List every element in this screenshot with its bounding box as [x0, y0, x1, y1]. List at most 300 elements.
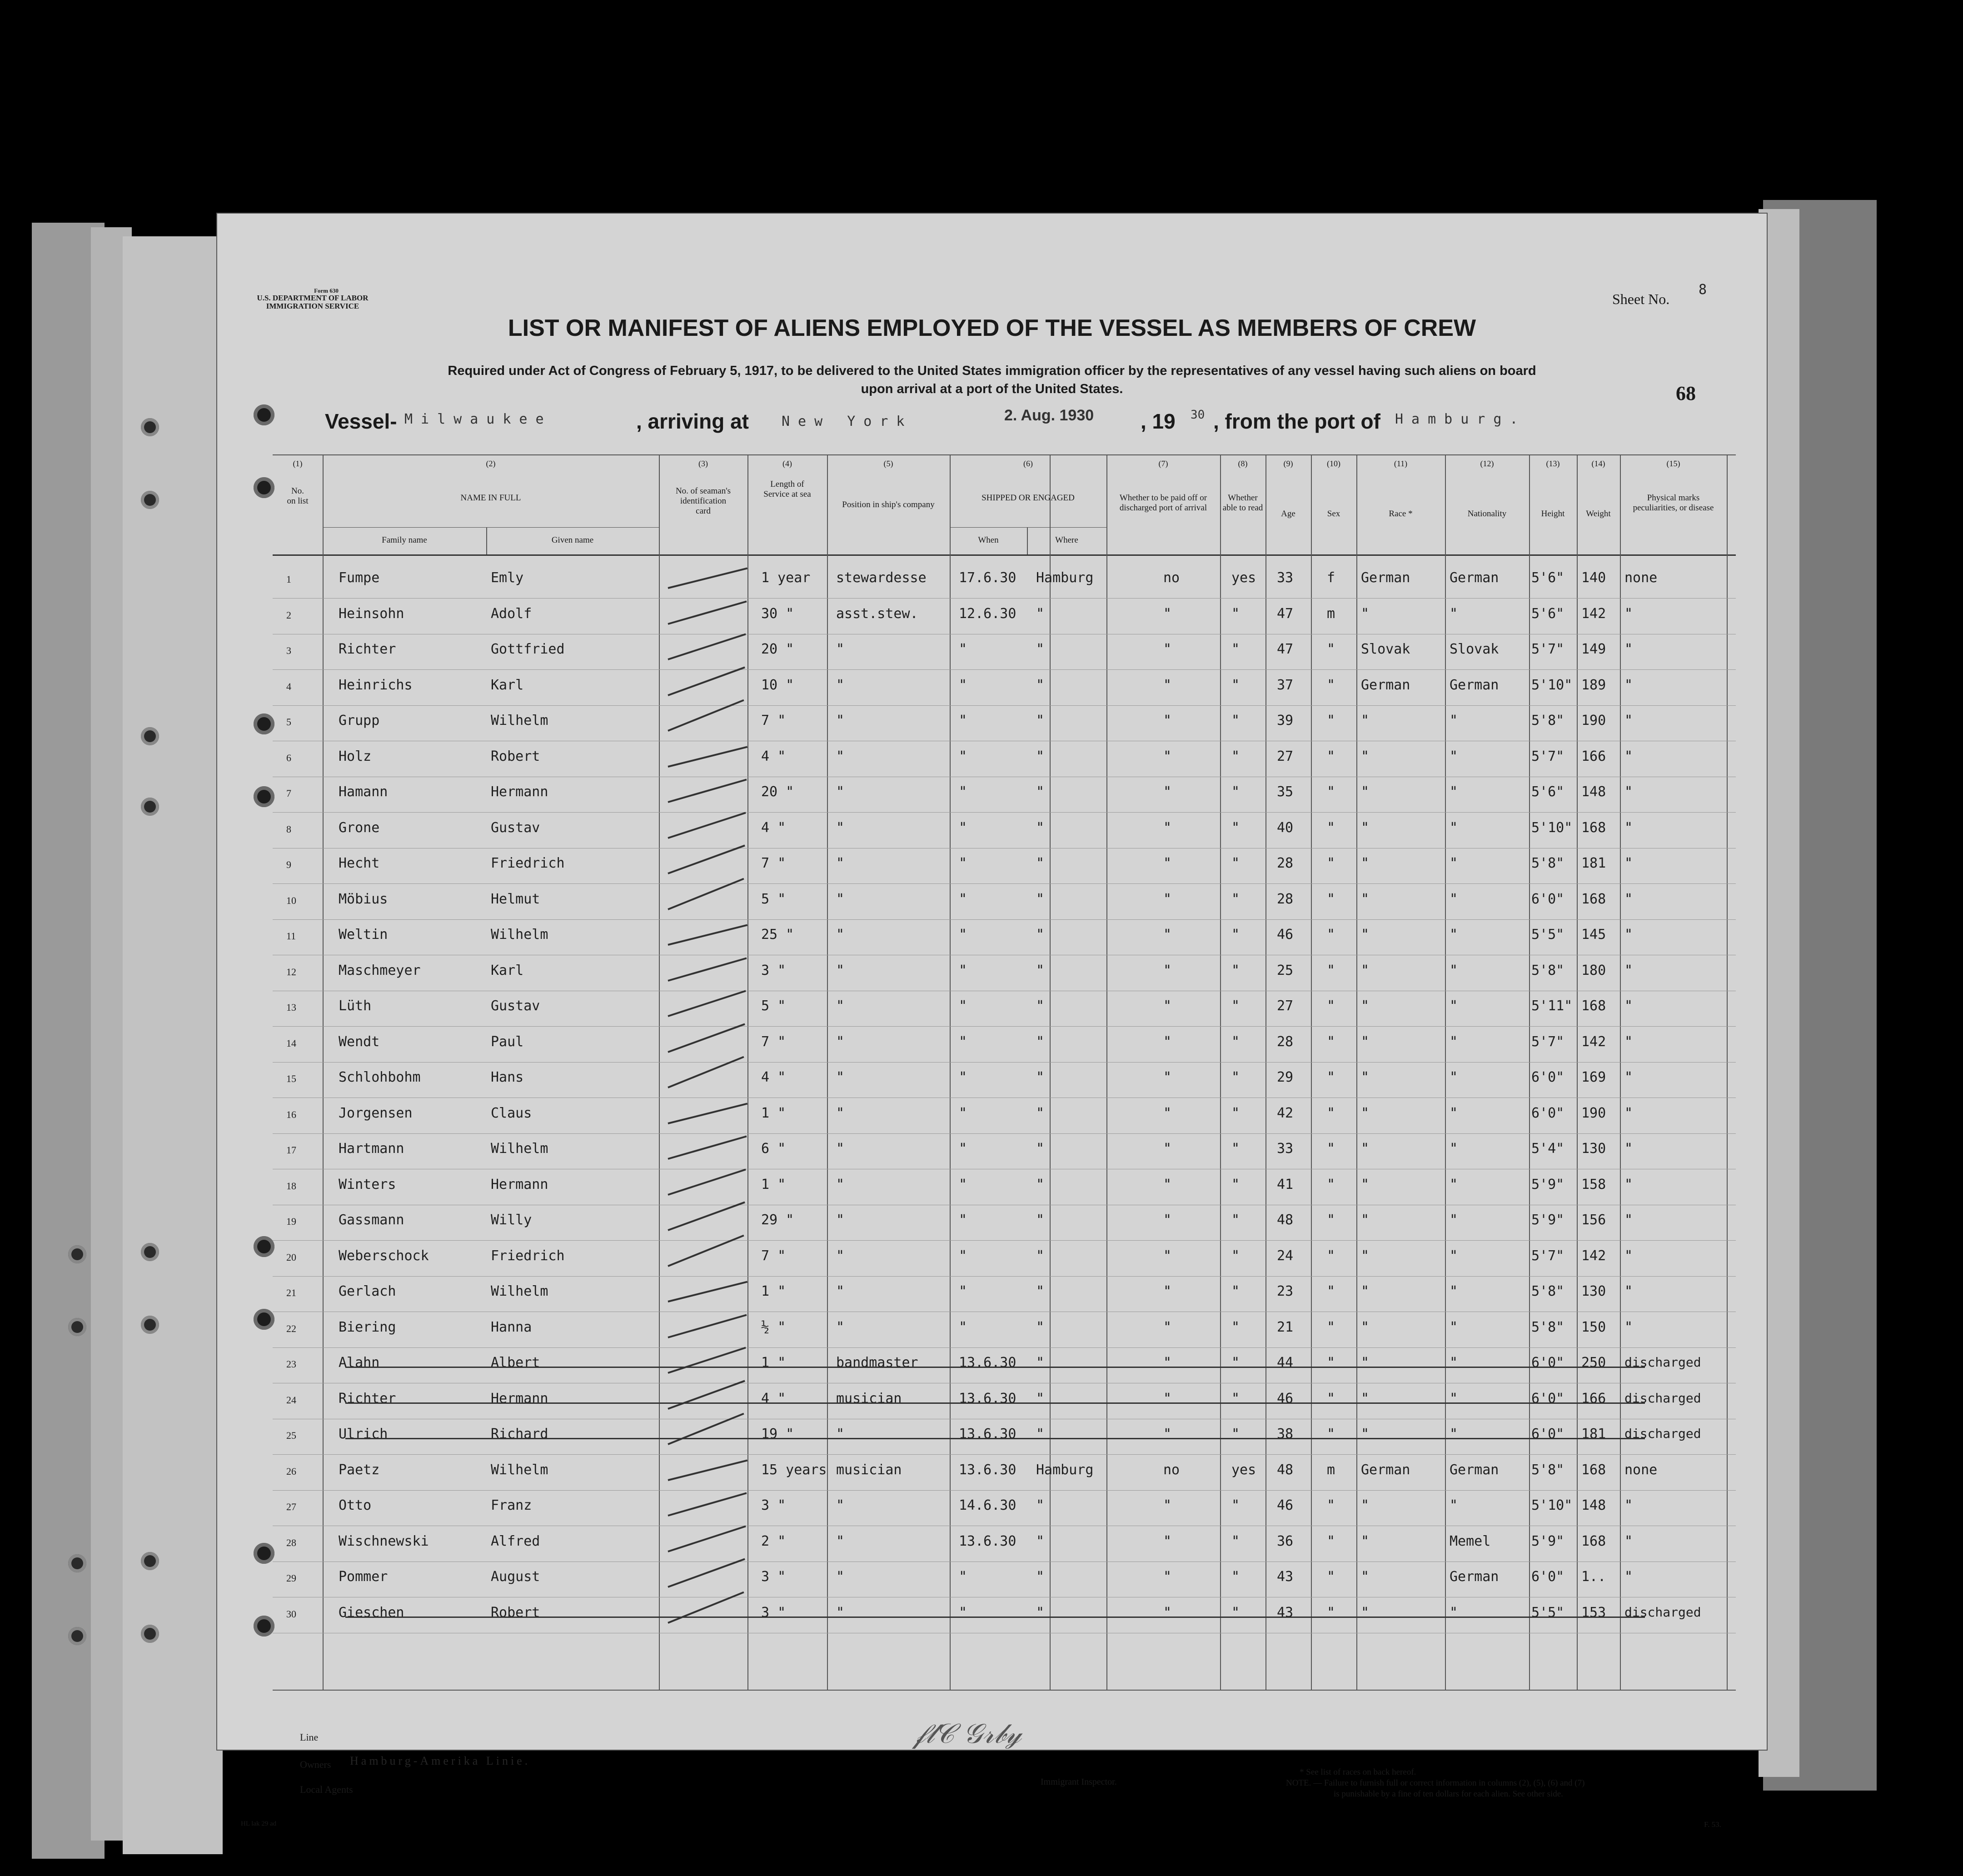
cell-height: 5'9" [1531, 1176, 1564, 1192]
id-card-check-mark [668, 633, 746, 660]
id-card-check-mark [668, 1459, 748, 1481]
cell-when: 13.6.30 [959, 1355, 1016, 1371]
cell-given: Adolf [491, 605, 532, 622]
cell-age: 39 [1277, 713, 1294, 728]
cell-sex: " [1327, 1247, 1335, 1264]
cell-read: " [1231, 1283, 1240, 1299]
cell-age: 46 [1277, 927, 1294, 943]
cell-height: 5'10" [1531, 819, 1573, 836]
cell-paid: no [1163, 1462, 1180, 1478]
owners-value: Hamburg-Amerika Linie. [350, 1754, 531, 1767]
row-rule [273, 1490, 1736, 1491]
punch-hole [254, 1543, 274, 1564]
arrival-port: New York [782, 414, 913, 429]
cell-paid: " [1163, 1604, 1172, 1621]
cell-paid: " [1163, 1141, 1172, 1157]
cell-weight: 158 [1581, 1176, 1606, 1192]
cell-when: " [959, 1247, 967, 1264]
cell-read: " [1231, 748, 1240, 764]
id-card-check-mark [668, 1281, 748, 1302]
row-rule [273, 705, 1736, 706]
cell-service: 7 " [761, 855, 786, 871]
cell-sex: " [1327, 1390, 1335, 1407]
col-11-num: (11) [1394, 459, 1408, 468]
cell-position: musician [836, 1390, 902, 1407]
cell-nat: " [1450, 998, 1458, 1014]
cell-paid: " [1163, 677, 1172, 693]
cell-marks: " [1624, 819, 1633, 836]
col-4-num: (4) [782, 459, 792, 468]
cell-read: " [1231, 713, 1240, 728]
col-1-head: No. on list [287, 486, 309, 506]
cell-marks: " [1624, 927, 1633, 943]
cell-nat: " [1450, 1247, 1458, 1264]
id-card-check-mark [668, 568, 748, 589]
print-code: HL lak 29 ad [241, 1820, 277, 1827]
cell-height: 5'5" [1531, 927, 1564, 943]
cell-sex: " [1327, 1141, 1335, 1157]
cell-where: Hamburg [1036, 570, 1094, 586]
cell-weight: 168 [1581, 1533, 1606, 1549]
cell-race: " [1361, 1533, 1370, 1549]
cell-family: Alahn [339, 1355, 380, 1371]
cell-position: " [836, 927, 845, 943]
cell-when: " [959, 891, 967, 907]
cell-family: Lüth [339, 998, 372, 1014]
cell-when: 14.6.30 [959, 1497, 1016, 1513]
cell-age: 29 [1277, 1069, 1294, 1085]
cell-height: 5'7" [1531, 748, 1564, 764]
cell-race: " [1361, 1569, 1370, 1585]
cell-weight: 250 [1581, 1355, 1606, 1371]
cell-weight: 189 [1581, 677, 1606, 693]
races-note: * See list of races on back hereof. [1300, 1767, 1416, 1777]
cell-weight: 149 [1581, 641, 1606, 657]
cell-no: 9 [286, 859, 291, 870]
cell-sex: " [1327, 855, 1335, 871]
table-bottom-border [273, 1690, 1736, 1691]
col-5-num: (5) [883, 459, 893, 468]
cell-paid: no [1163, 570, 1180, 586]
cell-marks: " [1624, 1141, 1633, 1157]
cell-read: " [1231, 1176, 1240, 1192]
cell-given: Emly [491, 570, 524, 586]
cell-marks: " [1624, 1283, 1633, 1299]
cell-position: " [836, 1212, 845, 1228]
year-value: 30 [1191, 408, 1205, 422]
cell-nat: " [1450, 784, 1458, 800]
id-card-check-mark [668, 1103, 748, 1124]
cell-weight: 153 [1581, 1604, 1606, 1621]
col-9-head: Age [1281, 509, 1295, 519]
cell-marks: " [1624, 1533, 1633, 1549]
cell-read: " [1231, 1426, 1240, 1442]
cell-where: " [1036, 1069, 1045, 1085]
line-label: Line [300, 1731, 319, 1743]
cell-family: Hartmann [339, 1141, 404, 1157]
cell-service: 30 " [761, 605, 794, 622]
cell-service: 4 " [761, 1069, 786, 1085]
cell-nat: " [1450, 927, 1458, 943]
cell-family: Otto [339, 1497, 372, 1513]
cell-paid: " [1163, 1390, 1172, 1407]
cell-paid: " [1163, 605, 1172, 622]
cell-family: Heinsohn [339, 605, 404, 622]
cell-paid: " [1163, 1033, 1172, 1050]
sheet-no-value: 8 [1699, 282, 1707, 298]
cell-no: 30 [286, 1608, 296, 1620]
cell-nat: " [1450, 713, 1458, 728]
cell-family: Richter [339, 641, 396, 657]
cell-age: 46 [1277, 1390, 1294, 1407]
cell-marks: " [1624, 1069, 1633, 1085]
table-row [273, 849, 1736, 884]
id-card-check-mark [668, 1558, 745, 1588]
cell-when: " [959, 677, 967, 693]
row-rule [273, 1276, 1736, 1277]
cell-paid: " [1163, 1105, 1172, 1121]
cell-nat: " [1450, 1141, 1458, 1157]
cell-service: 4 " [761, 748, 786, 764]
cell-family: Jorgensen [339, 1105, 413, 1121]
cell-where: " [1036, 891, 1045, 907]
cell-weight: 168 [1581, 998, 1606, 1014]
table-row [273, 1028, 1736, 1063]
cell-age: 28 [1277, 1033, 1294, 1050]
cell-sex: " [1327, 784, 1335, 800]
header-bottom-border [273, 554, 1736, 556]
table-row [273, 1491, 1736, 1527]
cell-age: 48 [1277, 1212, 1294, 1228]
id-card-check-mark [668, 990, 746, 1017]
cell-where: " [1036, 1283, 1045, 1299]
punch-hole [254, 404, 274, 425]
cell-weight: 181 [1581, 1426, 1606, 1442]
cell-service: 7 " [761, 1247, 786, 1264]
sheet-no-label: Sheet No. [1612, 291, 1670, 307]
col-6-head: SHIPPED OR ENGAGED [982, 493, 1075, 503]
cell-paid: " [1163, 784, 1172, 800]
cell-race: " [1361, 962, 1370, 978]
cell-where: " [1036, 1105, 1045, 1121]
col-3-head: No. of seaman's identification card [675, 486, 731, 516]
cell-given: Hermann [491, 1390, 548, 1407]
col-6b-head: Where [1055, 535, 1078, 545]
cell-read: " [1231, 1141, 1240, 1157]
cell-service: 10 " [761, 677, 794, 693]
cell-paid: " [1163, 1533, 1172, 1549]
cell-when: 13.6.30 [959, 1390, 1016, 1407]
col-2a-head: Family name [382, 535, 427, 545]
table-row [273, 742, 1736, 778]
table-row [273, 1348, 1736, 1384]
col-5-head: Position in ship's company [842, 500, 935, 509]
cell-weight: 150 [1581, 1319, 1606, 1335]
cell-given: Albert [491, 1355, 540, 1371]
col-15-head: Physical marks peculiarities, or disease [1633, 493, 1714, 513]
cell-when: " [959, 641, 967, 657]
cell-race: " [1361, 1283, 1370, 1299]
id-card-check-mark [668, 1347, 746, 1373]
cell-marks: " [1624, 1105, 1633, 1121]
cell-family: Schlohbohm [339, 1069, 421, 1085]
cell-no: 29 [286, 1572, 296, 1584]
table-row [273, 1384, 1736, 1420]
cell-family: Fumpe [339, 570, 380, 586]
cell-family: Gassmann [339, 1212, 404, 1228]
cell-age: 43 [1277, 1569, 1294, 1585]
cell-where: " [1036, 1033, 1045, 1050]
cell-sex: " [1327, 1069, 1335, 1085]
cell-family: Hecht [339, 855, 380, 871]
cell-no: 19 [286, 1216, 296, 1227]
cell-when: " [959, 713, 967, 728]
cell-nat: " [1450, 1176, 1458, 1192]
cell-where: Hamburg [1036, 1462, 1094, 1478]
table-row [273, 706, 1736, 742]
cell-race: German [1361, 570, 1410, 586]
table-row [273, 564, 1736, 599]
cell-age: 27 [1277, 998, 1294, 1014]
cell-position: " [836, 1497, 845, 1513]
cell-where: " [1036, 962, 1045, 978]
cell-race: " [1361, 1176, 1370, 1192]
table-row [273, 1598, 1736, 1634]
cell-sex: " [1327, 748, 1335, 764]
col-3-num: (3) [698, 459, 708, 468]
cell-age: 42 [1277, 1105, 1294, 1121]
cell-race: " [1361, 1069, 1370, 1085]
cell-paid: " [1163, 819, 1172, 836]
cell-read: " [1231, 1497, 1240, 1513]
table-row [273, 1562, 1736, 1598]
cell-age: 28 [1277, 855, 1294, 871]
cell-given: Hermann [491, 1176, 548, 1192]
cell-service: 6 " [761, 1141, 786, 1157]
col-2-num: (2) [486, 459, 496, 468]
cell-service: 5 " [761, 998, 786, 1014]
cell-no: 10 [286, 894, 296, 906]
cell-given: Franz [491, 1497, 532, 1513]
cell-marks: " [1624, 1247, 1633, 1264]
cell-where: " [1036, 605, 1045, 622]
cell-nat: " [1450, 1212, 1458, 1228]
cell-sex: " [1327, 1212, 1335, 1228]
cell-race: " [1361, 784, 1370, 800]
cell-age: 21 [1277, 1319, 1294, 1335]
cell-no: 12 [286, 966, 296, 978]
col-6-num: (6) [1023, 459, 1033, 468]
cell-no: 27 [286, 1501, 296, 1512]
cell-paid: " [1163, 1212, 1172, 1228]
cell-paid: " [1163, 1247, 1172, 1264]
cell-height: 6'0" [1531, 1569, 1564, 1585]
cell-sex: " [1327, 962, 1335, 978]
cell-no: 21 [286, 1287, 296, 1298]
cell-no: 28 [286, 1537, 296, 1548]
cell-weight: 148 [1581, 784, 1606, 800]
form-number: Form 630 [314, 287, 339, 294]
cell-given: Robert [491, 1604, 540, 1621]
cell-no: 18 [286, 1180, 296, 1192]
cell-given: Wilhelm [491, 1283, 548, 1299]
cell-service: 15 years [761, 1462, 827, 1478]
cell-given: Wilhelm [491, 1141, 548, 1157]
cell-nat: " [1450, 855, 1458, 871]
cell-weight: 145 [1581, 927, 1606, 943]
cell-service: 3 " [761, 1497, 786, 1513]
cell-family: Wischnewski [339, 1533, 429, 1549]
cell-nat: " [1450, 1069, 1458, 1085]
table-row [273, 778, 1736, 813]
cell-nat: German [1450, 1462, 1499, 1478]
cell-marks: " [1624, 1497, 1633, 1513]
cell-no: 11 [286, 930, 296, 942]
table-row [273, 599, 1736, 635]
cell-sex: " [1327, 641, 1335, 657]
cell-age: 37 [1277, 677, 1294, 693]
cell-read: " [1231, 605, 1240, 622]
col-8-num: (8) [1238, 459, 1248, 468]
from-port-value: Hamburg. [1395, 411, 1526, 427]
cell-when: " [959, 927, 967, 943]
cell-nat: German [1450, 1569, 1499, 1585]
vessel-label: Vessel- [325, 409, 397, 433]
cell-no: 13 [286, 1002, 296, 1013]
cell-given: Wilhelm [491, 713, 548, 728]
page-number: 68 [1676, 382, 1696, 404]
cell-age: 48 [1277, 1462, 1294, 1478]
cell-position: " [836, 784, 845, 800]
row-rule [273, 1026, 1736, 1027]
punch-hole [254, 1236, 274, 1257]
cell-position: " [836, 1533, 845, 1549]
cell-given: Friedrich [491, 855, 565, 871]
cell-marks: " [1624, 713, 1633, 728]
cell-when: " [959, 1033, 967, 1050]
cell-nat: Slovak [1450, 641, 1499, 657]
row-rule [273, 883, 1736, 884]
punch-hole [254, 786, 274, 807]
col-13-head: Height [1541, 509, 1565, 519]
col-1-num: (1) [293, 459, 303, 468]
cell-given: Hans [491, 1069, 524, 1085]
cell-service: 3 " [761, 1604, 786, 1621]
cell-where: " [1036, 1212, 1045, 1228]
cell-position: " [836, 1105, 845, 1121]
cell-age: 35 [1277, 784, 1294, 800]
cell-position: " [836, 1176, 845, 1192]
cell-no: 15 [286, 1073, 296, 1084]
punch-hole [254, 713, 274, 734]
cell-height: 5'10" [1531, 677, 1573, 693]
under-sheet-left-3 [123, 236, 223, 1854]
cell-where: " [1036, 998, 1045, 1014]
punch-hole [254, 477, 274, 498]
cell-where: " [1036, 1533, 1045, 1549]
cell-sex: " [1327, 1319, 1335, 1335]
cell-paid: " [1163, 998, 1172, 1014]
page-title: LIST OR MANIFEST OF ALIENS EMPLOYED OF THE VESSEL AS MEMBERS OF CREW [508, 315, 1476, 341]
cell-sex: " [1327, 1355, 1335, 1371]
binder-hole [68, 1318, 86, 1336]
cell-age: 36 [1277, 1533, 1294, 1549]
crew-manifest-table [273, 454, 1736, 1691]
cell-nat: German [1450, 570, 1499, 586]
cell-paid: " [1163, 641, 1172, 657]
cell-family: Hamann [339, 784, 388, 800]
cell-race: " [1361, 1141, 1370, 1157]
col-6a-head: When [978, 535, 999, 545]
cell-race: " [1361, 927, 1370, 943]
cell-where: " [1036, 819, 1045, 836]
cell-family: Richter [339, 1390, 396, 1407]
col-4-head: Length of Service at sea [763, 479, 811, 499]
cell-weight: 142 [1581, 1247, 1606, 1264]
cell-read: " [1231, 1355, 1240, 1371]
cell-sex: " [1327, 927, 1335, 943]
cell-marks: " [1624, 1319, 1633, 1335]
cell-nat: " [1450, 1604, 1458, 1621]
cell-height: 5'10" [1531, 1497, 1573, 1513]
from-port-label: , from the port of [1213, 409, 1380, 433]
cell-race: " [1361, 713, 1370, 728]
cell-race: " [1361, 1497, 1370, 1513]
cell-where: " [1036, 713, 1045, 728]
cell-when: " [959, 1141, 967, 1157]
arriving-label: , arriving at [636, 409, 749, 433]
id-card-check-mark [668, 1492, 747, 1516]
cell-nat: Memel [1450, 1533, 1491, 1549]
cell-nat: " [1450, 1426, 1458, 1442]
cell-marks: discharged [1624, 1426, 1701, 1441]
cell-service: 4 " [761, 819, 786, 836]
binder-hole [141, 418, 159, 436]
cell-nat: " [1450, 1497, 1458, 1513]
cell-height: 5'8" [1531, 962, 1564, 978]
cell-position: " [836, 677, 845, 693]
cell-no: 14 [286, 1037, 296, 1049]
cell-age: 44 [1277, 1355, 1294, 1371]
binder-hole [141, 727, 159, 745]
row-rule [273, 1240, 1736, 1241]
cell-position: " [836, 891, 845, 907]
cell-given: Gustav [491, 998, 540, 1014]
cell-height: 5'8" [1531, 1319, 1564, 1335]
cell-paid: " [1163, 1355, 1172, 1371]
col-13-num: (13) [1546, 459, 1560, 468]
cell-nat: " [1450, 1283, 1458, 1299]
cell-nat: " [1450, 891, 1458, 907]
cell-family: Weltin [339, 927, 388, 943]
cell-given: August [491, 1569, 540, 1585]
cell-where: " [1036, 1426, 1045, 1442]
cell-paid: " [1163, 1069, 1172, 1085]
cell-when: " [959, 1604, 967, 1621]
cell-no: 1 [286, 574, 291, 585]
col-2b-head: Given name [551, 535, 594, 545]
cell-weight: 140 [1581, 570, 1606, 586]
cell-weight: 166 [1581, 748, 1606, 764]
cell-given: Hermann [491, 784, 548, 800]
cell-when: " [959, 1569, 967, 1585]
cell-marks: discharged [1624, 1390, 1701, 1406]
cell-given: Friedrich [491, 1247, 565, 1264]
cell-sex: " [1327, 891, 1335, 907]
cell-given: Wilhelm [491, 927, 548, 943]
cell-read: " [1231, 1069, 1240, 1085]
cell-read: " [1231, 1533, 1240, 1549]
